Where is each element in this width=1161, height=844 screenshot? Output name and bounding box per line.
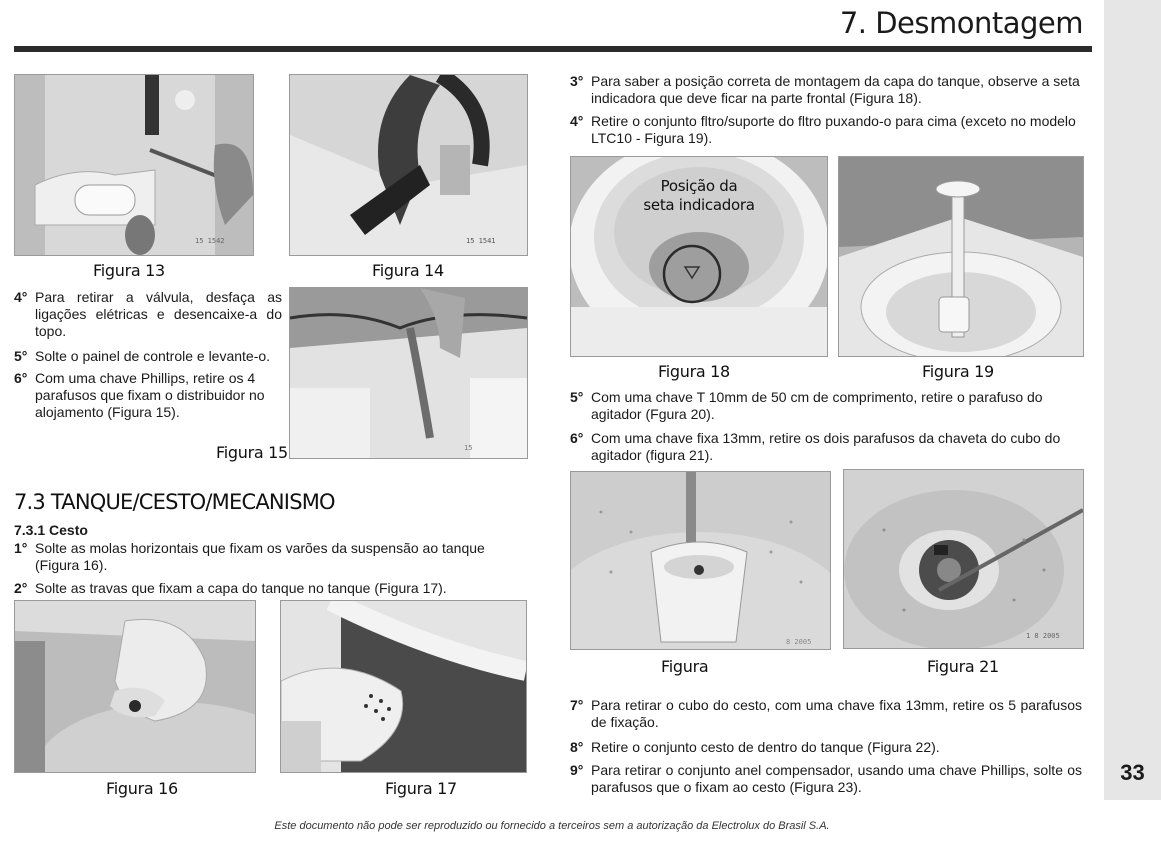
step-2-locks: [14, 580, 528, 597]
header-rule: [14, 46, 1092, 52]
figure-18-photo: [570, 156, 828, 357]
step-9-balance-ring: [570, 762, 1082, 796]
step-number: 8°: [570, 739, 584, 755]
figure-16-caption: Figura 16: [106, 779, 178, 798]
page-number: 33: [1120, 760, 1145, 785]
figure-19-photo: [838, 156, 1084, 357]
step-text: Retire o conjunto fltro/suporte do fltro puxando-o para cima (exceto no modelo LTC10 - Figura 19).: [591, 113, 1076, 146]
step-number: 9°: [570, 762, 584, 778]
figure-17-photo: [280, 600, 527, 773]
step-number: 4°: [570, 113, 584, 129]
step-number: 5°: [14, 348, 28, 364]
figure-14-photo: [289, 74, 528, 256]
step-6-hub-screws: [570, 430, 1082, 464]
right-margin-bar: [1104, 0, 1161, 800]
photo-stamp: 15 1541: [466, 237, 496, 245]
photo-stamp: 8 2005: [786, 638, 812, 646]
step-text: Retire o conjunto cesto de dentro do tanque (Figura 22).: [591, 739, 940, 755]
section-title: 7.3 TANQUE/CESTO/MECANISMO: [14, 490, 335, 514]
overlay-line-1: Posição da: [660, 177, 738, 195]
figure-15-photo: [289, 287, 528, 459]
overlay-line-2: seta indicadora: [643, 196, 755, 214]
photo-stamp: 15: [464, 444, 473, 452]
step-6-distributor: [14, 370, 282, 421]
figure-16-photo: [14, 600, 256, 773]
step-number: 7°: [570, 697, 584, 713]
step-text: Com uma chave fixa 13mm, retire os dois parafusos da chaveta do cubo do agitador (figura 21).: [591, 430, 1061, 463]
step-number: 5°: [570, 389, 584, 405]
step-text: Solte as travas que fixam a capa do tanque no tanque (Figura 17).: [35, 580, 447, 596]
subsection-title: 7.3.1 Cesto: [14, 522, 88, 538]
step-number: 3°: [570, 73, 584, 89]
step-text: Para retirar o conjunto anel compensador, usando uma chave Phillips, solte os parafusos que o fixam ao cesto (Figura 23).: [591, 762, 1082, 795]
step-text: Solte o painel de controle e levante-o.: [35, 348, 271, 364]
figure-21-photo: [843, 469, 1084, 649]
figure-15-caption: Figura 15: [216, 443, 288, 462]
step-7-hub: [570, 697, 1082, 731]
figure-13-photo: [14, 74, 254, 256]
step-text: Para saber a posição correta de montagem da capa do tanque, observe a seta indicadora que deve ficar na parte frontal (Figura 18).: [591, 73, 1080, 106]
step-4-valve: [14, 289, 282, 340]
figure-18-caption: Figura 18: [658, 362, 730, 381]
figure-13-caption: Figura 13: [93, 261, 165, 280]
step-5-agitator-screw: [570, 389, 1082, 423]
chapter-title: 7. Desmontagem: [839, 6, 1083, 40]
step-3-tank-cover: [570, 73, 1082, 107]
step-text: Para retirar a válvula, desfaça as ligações elétricas e desencaixe-a do topo.: [35, 289, 282, 339]
step-number: 6°: [14, 370, 28, 386]
step-number: 6°: [570, 430, 584, 446]
arrow-position-label: [571, 177, 827, 215]
step-number: 1°: [14, 540, 28, 556]
step-1-springs: [14, 540, 528, 574]
step-text: Com uma chave Phillips, retire os 4 parafusos que fixam o distribuidor no alojamento (Figura 15).: [35, 370, 265, 420]
step-number: 2°: [14, 580, 28, 596]
step-text: Com uma chave T 10mm de 50 cm de comprimento, retire o parafuso do agitador (Fgura 20).: [591, 389, 1043, 422]
figure-21-caption: Figura 21: [927, 657, 999, 676]
figure-19-caption: Figura 19: [922, 362, 994, 381]
step-text: Solte as molas horizontais que fixam os varões da suspensão ao tanque (Figura 16).: [35, 540, 485, 573]
step-number: 4°: [14, 289, 28, 305]
figure-14-caption: Figura 14: [372, 261, 444, 280]
step-8-basket: [570, 739, 1082, 756]
photo-stamp: 15 1542: [195, 237, 225, 245]
step-4-filter: [570, 113, 1082, 147]
step-5-panel: [14, 348, 282, 365]
figure-17-caption: Figura 17: [385, 779, 457, 798]
step-text: Para retirar o cubo do cesto, com uma chave fixa 13mm, retire os 5 parafusos de fixação.: [591, 697, 1082, 730]
figure-20-photo: [570, 471, 831, 650]
figure-20-caption: Figura: [661, 657, 709, 676]
photo-stamp: 1 8 2005: [1026, 632, 1060, 640]
footer-disclaimer: Este documento não pode ser reproduzido ou fornecido a terceiros sem a autorização da Electrolux do Brasil S.A.: [274, 820, 830, 832]
